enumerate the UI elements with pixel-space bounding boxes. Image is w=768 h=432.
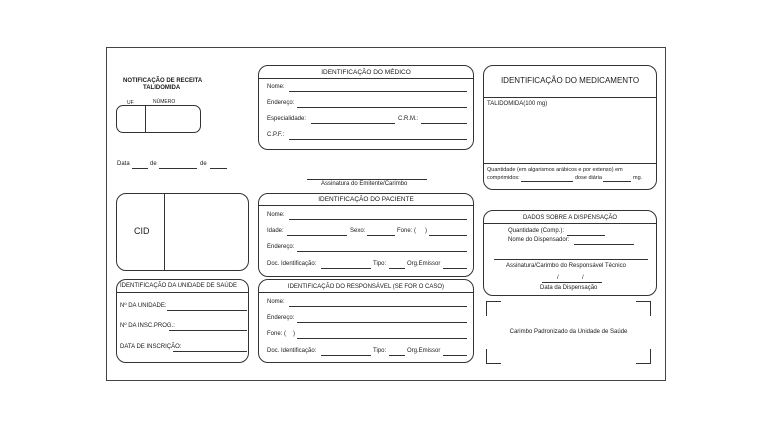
medicamento-title: IDENTIFICAÇÃO DO MEDICAMENTO — [500, 76, 640, 85]
unidade-insc-label: Nº DA INSC.PROG.: — [120, 323, 175, 329]
paciente-sexo-label: Sexo: — [350, 228, 366, 234]
medicamento-comprimidos-label: comprimidos: — [487, 175, 520, 181]
date-de1-label: de — [150, 161, 157, 167]
paciente-fone-label: Fone: ( — [397, 228, 417, 234]
uf-numero-box[interactable] — [116, 105, 201, 133]
dispensacao-date-label: Data da Dispensação — [540, 285, 598, 291]
paciente-org-field[interactable] — [443, 268, 467, 269]
responsavel-nome-field[interactable] — [289, 306, 467, 307]
unidade-numero-label: Nº DA UNIDADE: — [120, 303, 167, 309]
form-title-line2: TALIDOMIDA — [143, 85, 181, 91]
responsavel-org-label: Org.Emissor — [407, 348, 441, 354]
medico-signature-label: Assinatura do Emitente/Carimbo — [321, 181, 408, 187]
medico-especialidade-label: Especialidade: — [267, 116, 307, 122]
medico-crm-label: C.R.M.: — [398, 116, 419, 122]
responsavel-doc-label: Doc. Identificação: — [267, 348, 317, 354]
paciente-fone-field[interactable] — [429, 235, 467, 236]
medico-endereco-label: Endereço: — [267, 100, 295, 106]
medicamento-dose-field[interactable] — [603, 181, 631, 182]
dispensacao-nome-field[interactable] — [574, 244, 634, 245]
medico-nome-field[interactable] — [289, 91, 467, 92]
paciente-idade-field[interactable] — [287, 235, 347, 236]
dispensacao-quantidade-field[interactable] — [567, 235, 605, 236]
medico-endereco-field[interactable] — [297, 107, 467, 108]
unidade-title: IDENTIFICAÇÃO DA UNIDADE DE SAÚDE — [120, 283, 238, 289]
medicamento-section — [483, 65, 657, 190]
paciente-title: IDENTIFICAÇÃO DO PACIENTE — [318, 196, 414, 203]
responsavel-fone-close: ) — [293, 331, 295, 337]
numero-label: NÚMERO — [153, 99, 176, 105]
medico-cpf-label: C.P.F.: — [267, 132, 285, 138]
form-title — [123, 78, 202, 92]
responsavel-title: IDENTIFICAÇÃO DO RESPONSÁVEL (SE FOR O CASO) — [287, 284, 445, 290]
responsavel-endereco-field[interactable] — [297, 322, 467, 323]
paciente-endereco-field[interactable] — [297, 251, 467, 252]
dispensacao-signature-line[interactable] — [494, 259, 648, 260]
paciente-fone-close: ) — [425, 228, 427, 234]
medicamento-dose-label: dose diária — [575, 175, 602, 181]
cid-label: CID — [134, 226, 150, 236]
responsavel-fone-label: Fone: ( — [267, 331, 287, 337]
responsavel-doc-field[interactable] — [321, 355, 371, 356]
date-label: Data — [117, 161, 130, 167]
dispensacao-quantidade-label: Quantidade (Comp.): — [508, 228, 565, 234]
prescription-form — [106, 47, 666, 381]
paciente-org-label: Org.Emissor — [407, 261, 441, 267]
date-de2-label: de — [200, 161, 207, 167]
medico-cpf-field[interactable] — [289, 139, 467, 140]
responsavel-tipo-label: Tipo: — [373, 348, 387, 354]
responsavel-section — [258, 279, 474, 363]
responsavel-tipo-field[interactable] — [389, 355, 405, 356]
responsavel-fone-field[interactable] — [297, 338, 467, 339]
medico-signature-line[interactable] — [307, 179, 427, 180]
cid-box[interactable] — [116, 193, 249, 271]
responsavel-nome-label: Nome: — [267, 299, 285, 305]
unidade-numero-field[interactable] — [167, 310, 247, 311]
unidade-data-label: DATA DE INSCRIÇÃO: — [120, 344, 182, 350]
medico-nome-label: Nome: — [267, 84, 285, 90]
dispensacao-nome-label: Nome do Dispensador: — [508, 237, 570, 243]
responsavel-endereco-label: Endereço: — [267, 315, 295, 321]
carimbo-area[interactable] — [486, 301, 651, 364]
dispensacao-title: DADOS SOBRE A DISPENSAÇÃO — [522, 215, 618, 221]
medico-title: IDENTIFICAÇÃO DO MÉDICO — [321, 69, 411, 76]
paciente-section — [258, 193, 474, 277]
paciente-tipo-label: Tipo: — [373, 261, 387, 267]
paciente-doc-field[interactable] — [321, 268, 371, 269]
unidade-insc-field[interactable] — [169, 330, 247, 331]
paciente-nome-label: Nome: — [267, 212, 285, 218]
form-title-line1: NOTIFICAÇÃO DE RECEITA — [123, 78, 203, 84]
medico-section — [258, 65, 474, 150]
paciente-nome-field[interactable] — [289, 219, 467, 220]
dispensacao-date-slash2: / — [582, 275, 584, 281]
paciente-doc-label: Doc. Identificação: — [267, 261, 317, 267]
medicamento-comprimidos-field[interactable] — [521, 181, 573, 182]
medicamento-name: TALIDOMIDA(100 mg) — [487, 101, 548, 107]
paciente-sexo-field[interactable] — [367, 235, 395, 236]
dispensacao-section — [483, 210, 657, 296]
unidade-section — [116, 279, 249, 363]
paciente-tipo-field[interactable] — [389, 268, 405, 269]
responsavel-org-field[interactable] — [443, 355, 467, 356]
medico-crm-field[interactable] — [421, 123, 467, 124]
carimbo-label: Carimbo Padronizado da Unidade de Saúde — [509, 329, 628, 335]
unidade-data-field[interactable] — [173, 351, 247, 352]
medico-especialidade-field[interactable] — [311, 123, 395, 124]
medicamento-mg-label: mg. — [633, 175, 643, 181]
dispensacao-date-slashes: / — [557, 275, 559, 281]
medicamento-quantidade-label: Quantidade (em algarismos arábicos e por extenso) em — [487, 167, 623, 173]
uf-label: UF — [127, 100, 134, 106]
dispensacao-signature-label: Assinatura/Carimbo do Responsável Técnico — [506, 263, 626, 269]
dispensacao-date-field[interactable] — [542, 282, 602, 283]
paciente-endereco-label: Endereço: — [267, 244, 295, 250]
paciente-idade-label: Idade: — [267, 228, 284, 234]
